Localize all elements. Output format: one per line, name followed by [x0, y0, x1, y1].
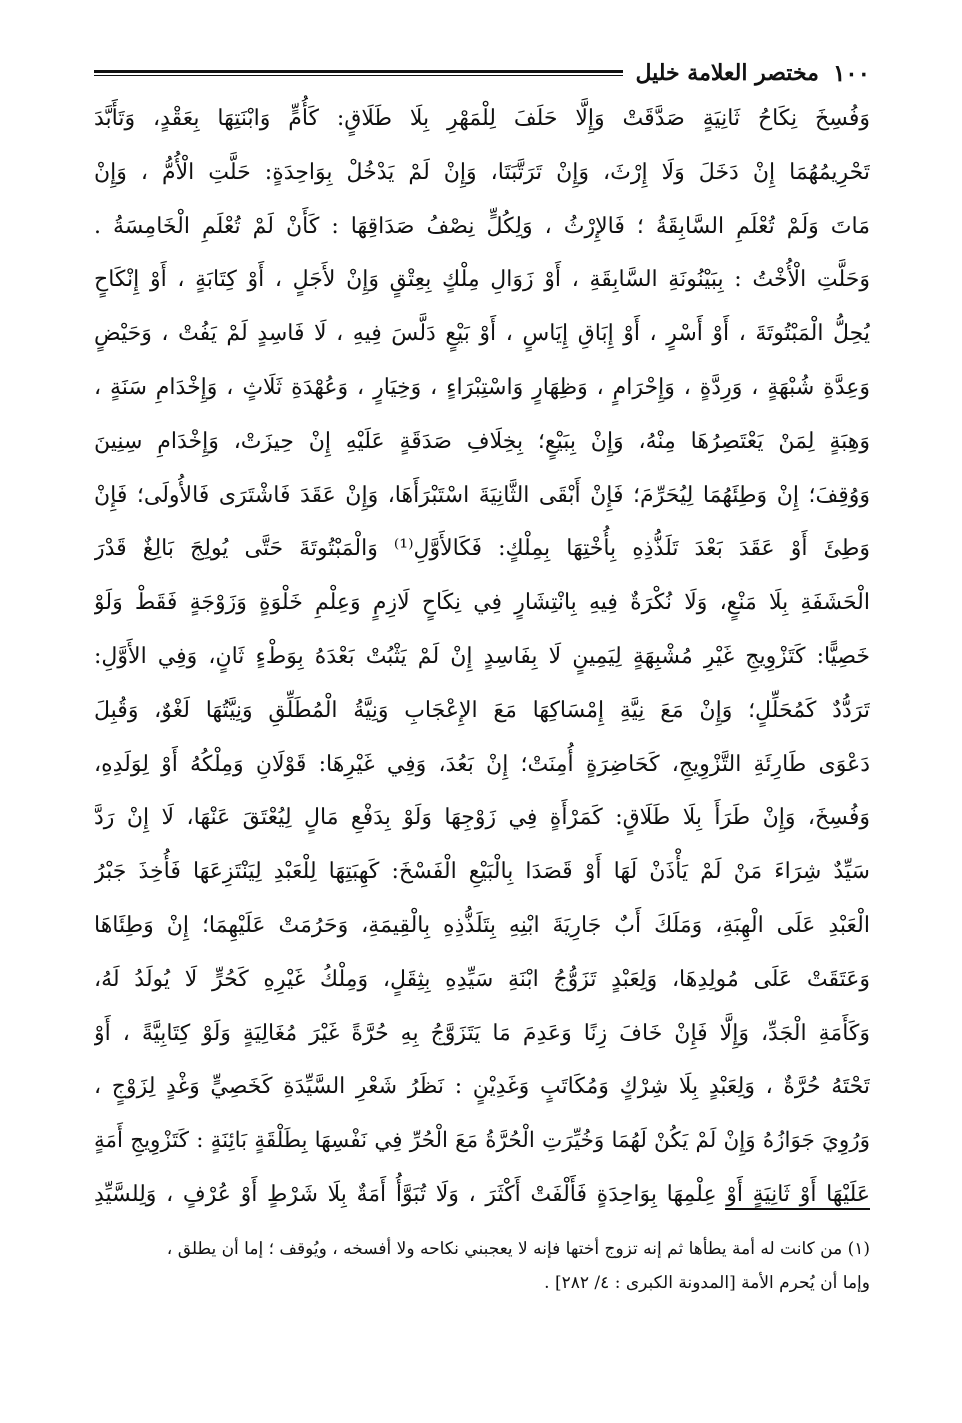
- page-number: ١٠٠: [832, 59, 870, 87]
- footnote-line: (١) من كانت له أمة يطأها ثم إنه تزوج أختها فإنه لا يعجبني نكاحه ولا أفسخه ، ويُوقف ؛ إما أن يطلق ،: [166, 1239, 870, 1259]
- main-text: [94, 92, 870, 1222]
- text-line: وَفُسِخَ نِكَاحُ ثَانِيَةٍ صَدَّقَتْ وَإِلَّا حَلَفَ لِلْمَهْرِ بِلَا طَلَاقٍ: كَأُمٍّ وَابْنَتِهَا بِعَقْدٍ، وَتَأَبَّدَ: [94, 106, 870, 131]
- text-line: وَوُقِفَ؛ إِنْ وَطِئَهُمَا لِيُحَرِّمَ؛ فَإِنْ أَبْقَى الثَّانِيَةَ اسْتَبْرَأَهَا، وَإِنْ عَقَدَ فَاشْتَرَى فَالأُولَى؛ فَإِنْ: [94, 482, 870, 508]
- text-line: وَكَأَمَةِ الْجَدِّ، وَإِلَّا فَإِنْ خَافَ زِنًا وَعَدِمَ مَا يَتَزَوَّجُ بِهِ حُرَّةً غَيْرَ مُغَالِيَةٍ وَلَوْ كِتَابِيَّةً ، أَوْ: [94, 1020, 870, 1046]
- text-line: الْعَبْدِ عَلَى الْهِبَةِ، وَمَلَكَ أَبٌ جَارِيَةَ ابْنِهِ بِتَلَذُّذِهِ بِالْقِيمَةِ، وَحَرُمَتْ عَلَيْهِمَا؛ إِنْ وَطِئَاهَا: [94, 912, 870, 938]
- footnote-line: وإما أن يُحرم الأمة [المدونة الكبرى : ٤/ ٢٨٢] .: [544, 1273, 870, 1293]
- text-line: وَهِبَةٍ لِمَنْ يَعْتَصِرُهَا مِنْهُ، وَإِنْ بِبَيْعٍ؛ بِخِلَافِ صَدَقَةٍ عَلَيْهِ إِنْ حِيزَتْ، وَإِخْدَامِ سِنِينَ: [94, 428, 870, 454]
- text-line: تَحْرِيمُهُمَا إِنْ دَخَلَ وَلَا إِرْثَ، وَإِنْ تَرَتَّبَتَا، وَإِنْ لَمْ يَدْخُلْ بِوَاحِدَةٍ: حَلَّتِ الْأُمُّ ، وَإِنْ: [94, 159, 870, 185]
- text-line: مَاتَ وَلَمْ تُعْلَمِ السَّابِقَةُ ؛ فَالإِرْثُ ، وَلِكُلٍّ نِصْفُ صَدَاقِهَا : كَأَنْ لَمْ تُعْلَمِ الْخَامِسَةُ .: [94, 213, 870, 239]
- text-line: الْحَشَفَةِ بِلَا مَنْعٍ، وَلَا نُكْرَةٌ فِيهِ بِانْتِشَارٍ فِي نِكَاحٍ لَازِمٍ وَعِلْمِ خَلْوَةٍ وَزَوْجَةٍ فَقَطْ وَلَوْ: [94, 590, 870, 616]
- text-line: تَرَدُّدٌ كَمُحَلِّلٍ؛ وَإِنْ مَعَ نِيَّةِ إِمْسَاكِهَا مَعَ الإِعْجَابِ وَنِيَّةُ الْمُطَلِّقِ وَنِيَّتُهَا لَغْوٌ، وَقُبِلَ: [94, 697, 870, 723]
- text-line: وَطِئَ أَوْ عَقَدَ بَعْدَ تَلَذُّذِهِ بِأُخْتِهَا بِمِلْكٍ: فَكَالأَوَّلِ⁽¹⁾ وَالْمَبْتُوتَةَ حَتَّى يُولِجَ بَالِغٌ قَدْرَ: [94, 536, 870, 562]
- text-line: وَعِدَّةِ شُبْهَةٍ ، وَرِدَّةٍ ، وَإِحْرَامٍ ، وَظِهَارٍ وَاسْتِبْرَاءٍ ، وَخِيَارٍ ، وَعُهْدَةِ ثَلَاثٍ ، وَإِخْدَامِ سَنَةٍ ،: [94, 374, 870, 400]
- text-line: تَحْتَهُ حُرَّةٌ ، وَلِعَبْدٍ بِلَا شِرْكٍ وَمُكَاتَبٍ وَغَدِيْنٍ : نَظَرُ شَعْرِ السَّيِّدَةِ كَخَصِيٍّ وَغْدٍ لِزَوْجٍ ،: [94, 1074, 870, 1100]
- text-line: سَيِّدٌ شِرَاءَ مَنْ لَمْ يَأْذَنْ لَهَا أَوْ قَصَدَا بِالْبَيْعِ الْفَسْخَ: كَهِبَتِهَا لِلْعَبْدِ لِيَنْتَزِعَهَا فَأُخِذَ جَبْرُ: [94, 859, 870, 885]
- footnotes: [94, 1232, 870, 1300]
- text-line: عَلَيْهَا أَوْ ثَانِيَةٍ أَوْ عِلْمِهَا بِوَاحِدَةٍ فَأَلْفَتْ أَكْثَرَ ، وَلَا تُبَوَّأُ أَمَةٌ بِلَا شَرْطٍ أَوْ عُرْفٍ ، وَلِلسَّيِّدِ: [94, 1181, 870, 1207]
- text-line: وَحَلَّتِ الْأُخْتُ : بِبَيْنُونَةِ السَّابِقَةِ ، أَوْ زَوَالِ مِلْكٍ بِعِتْقٍ وَإِنْ لأَجَلٍ ، أَوْ كِتَابَةٍ ، أَوْ إِنْكَاحٍ: [94, 267, 870, 293]
- footnote-separator: [725, 1208, 870, 1210]
- text-line: وَعَتَقَتْ عَلَى مُولِدِهَا، وَلِعَبْدٍ تَزَوُّجُ ابْنَةِ سَيِّدِهِ بِثِقَلٍ، وَمِلْكُ غَيْرِهِ كَحُرٍّ لَا يُولَدُ لَهُ،: [94, 966, 870, 992]
- running-title: مختصر العلامة خليل: [635, 60, 819, 86]
- page-header: [94, 56, 870, 90]
- text-line: دَعْوَى طَارِئَةِ التَّزْوِيجِ، كَحَاضِرَةٍ أُمِنَتْ؛ إِنْ بَعُدَ، وَفِي غَيْرِهَا: قَوْلَانِ وَمِلْكُهُ أَوْ لِوَلَدِهِ،: [94, 751, 870, 777]
- header-rule: [94, 70, 623, 76]
- text-line: وَرُوِيَ جَوَازُهُ وَإِنْ لَمْ يَكُنْ لَهُمَا وَخُيِّرَتِ الْحُرَّةُ مَعَ الْحُرِّ فِي نَفْسِهَا بِطَلْقَةٍ بَائِنَةٍ : كَتَزْوِيجِ أَمَةٍ: [94, 1128, 870, 1154]
- text-line: وَفُسِخَ، وَإِنْ طَرَأَ بِلَا طَلَاقٍ: كَمَرْأَةٍ فِي زَوْجِهَا وَلَوْ بِدَفْعِ مَالٍ لِيُعْتَقَ عَنْهَا، لَا إِنْ رَدَّ: [94, 805, 870, 831]
- text-line: خَصِيًّا: كَتَزْوِيجِ غَيْرِ مُشْبِهَةٍ لِيَمِينٍ لَا بِفَاسِدٍ إِنْ لَمْ يَثْبُتْ بَعْدَهُ بِوَطْءٍ ثَانٍ، وَفِي الأَوَّلِ:: [94, 643, 870, 669]
- text-line: يُحِلُّ الْمَبْتُوتَةَ ، أَوْ أَسْرٍ ، أَوْ إِبَاقِ إِيَاسٍ ، أَوْ بَيْعٍ دَلَّسَ فِيهِ ، لَا فَاسِدٍ لَمْ يَفُتْ ، وَحَيْضٍ: [94, 321, 870, 347]
